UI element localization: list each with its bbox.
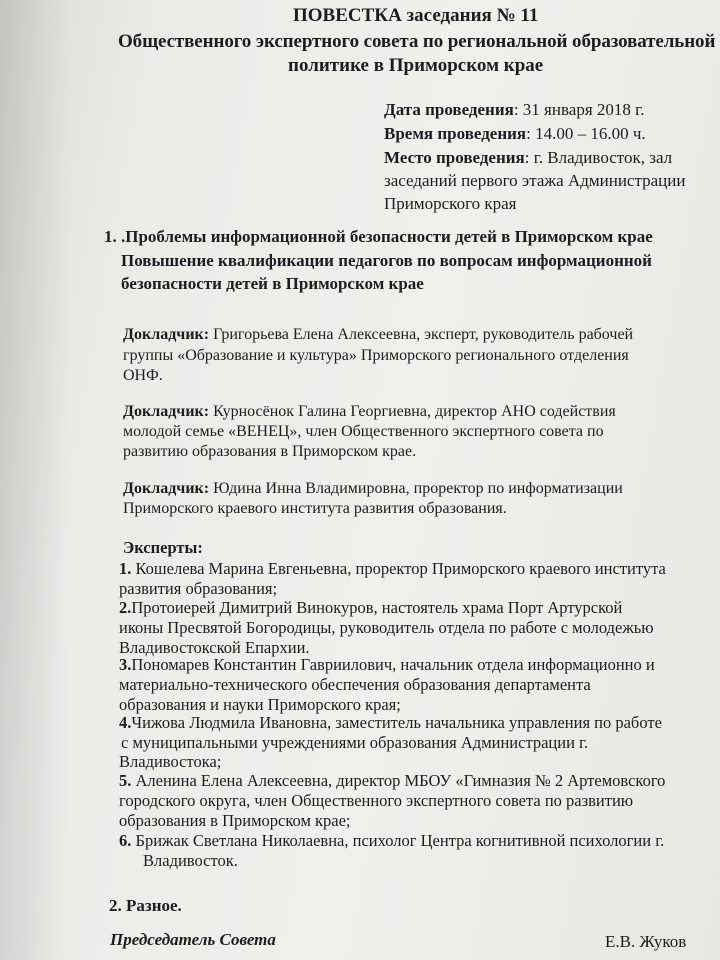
expert-2 xyxy=(119,598,622,618)
expert-text: Протоиерей Димитрий Винокуров, настоятель храма Порт Артурской xyxy=(131,598,623,617)
agenda-subtitle-line1: Общественного экспертного совета по региональной образовательной xyxy=(118,31,716,52)
expert-text: Аленина Елена Алексеевна, директор МБОУ «Гимназия № 2 Артемовского xyxy=(131,771,666,790)
expert-5-line3: образования в Приморском крае; xyxy=(119,811,351,830)
item1-title-line3: безопасности детей в Приморском крае xyxy=(121,274,424,293)
expert-text: Пономарев Константин Гавриилович, начальник отдела информационно и xyxy=(131,655,655,674)
speaker-1-line3: ОНФ. xyxy=(123,367,163,384)
expert-4 xyxy=(119,713,662,733)
expert-3-line2: материально-технического обеспечения образования департамента xyxy=(119,675,591,694)
meeting-date xyxy=(384,100,644,120)
expert-5 xyxy=(119,771,665,791)
expert-3 xyxy=(119,655,655,675)
expert-text: Кошелева Марина Евгеньевна, проректор Приморского краевого института xyxy=(131,559,666,578)
experts-heading: Эксперты: xyxy=(123,538,203,557)
meeting-time xyxy=(384,124,646,144)
speaker-2-line2: молодой семье «ВЕНЕЦ», член Общественного экспертного совета по xyxy=(123,423,604,440)
speaker-label: Докладчик: xyxy=(123,326,210,343)
speaker-text: Курносёнок Галина Георгиевна, директор АНО содействия xyxy=(209,403,616,420)
meeting-place-line3: Приморского края xyxy=(384,194,517,213)
speaker-1 xyxy=(123,326,633,344)
expert-number: 2. xyxy=(119,598,132,617)
item1-title-line2: Повышение квалификации педагогов по вопросам информационной xyxy=(121,251,652,270)
time-value: : 14.00 – 16.00 ч. xyxy=(526,124,646,143)
speaker-2 xyxy=(123,403,616,421)
expert-number: 6. xyxy=(119,831,132,850)
expert-6-line2: Владивосток. xyxy=(143,851,238,870)
expert-3-line3: образования и науки Приморского края; xyxy=(119,695,401,714)
expert-5-line2: городского округа, член Общественного экспертного совета по развитию xyxy=(119,791,634,810)
expert-number: 5. xyxy=(119,771,132,790)
speaker-1-line2: группы «Образование и культура» Приморского регионального отделения xyxy=(123,347,629,364)
meeting-place xyxy=(384,148,672,168)
expert-1-line2: развития образования; xyxy=(119,579,278,598)
agenda-subtitle-line2: политике в Приморском крае xyxy=(288,55,544,76)
expert-4-line3: Владивостока; xyxy=(119,752,222,771)
expert-number: 4. xyxy=(119,713,132,732)
speaker-label: Докладчик: xyxy=(123,480,210,497)
chair-name: Е.В. Жуков xyxy=(605,932,687,951)
item2-title: 2. Разное. xyxy=(109,896,182,915)
date-value: : 31 января 2018 г. xyxy=(513,100,645,119)
expert-4-line2: с муниципальными учреждениями образования Администрации г. xyxy=(121,733,589,752)
item1-title-line1: 1. .Проблемы информационной безопасности детей в Приморском крае xyxy=(104,227,653,246)
expert-1 xyxy=(119,559,666,579)
meeting-place-line2: заседаний первого этажа Администрации xyxy=(384,171,686,190)
expert-number: 1. xyxy=(119,559,132,578)
expert-6 xyxy=(119,831,664,851)
expert-text: Чижова Людмила Ивановна, заместитель начальника управления по работе xyxy=(131,713,662,732)
expert-text: Брижак Светлана Николаевна, психолог Центра когнитивной психологии г. xyxy=(131,831,665,850)
speaker-text: Юдина Инна Владимировна, проректор по информатизации xyxy=(209,480,623,497)
expert-number: 3. xyxy=(119,655,132,674)
date-label: Дата проведения xyxy=(384,100,514,119)
expert-2-line3: Владивостокской Епархии. xyxy=(119,638,310,657)
speaker-text: Григорьева Елена Алексеевна, эксперт, руководитель рабочей xyxy=(209,326,634,343)
expert-2-line2: иконы Пресвятой Богородицы, руководитель отдела по работе с молодежью xyxy=(119,618,654,637)
agenda-title: ПОВЕСТКА заседания № 11 xyxy=(293,5,539,26)
speaker-3-line2: Приморского краевого института развития образования. xyxy=(123,500,507,517)
time-label: Время проведения xyxy=(384,124,527,143)
page-shadow xyxy=(0,0,70,960)
speaker-3 xyxy=(123,480,623,498)
speaker-label: Докладчик: xyxy=(123,403,210,420)
place-value: : г. Владивосток, зал xyxy=(524,148,673,167)
speaker-2-line3: развитию образования в Приморском крае. xyxy=(123,443,417,460)
chair-label: Председатель Совета xyxy=(110,930,276,949)
place-label: Место проведения xyxy=(384,148,525,167)
